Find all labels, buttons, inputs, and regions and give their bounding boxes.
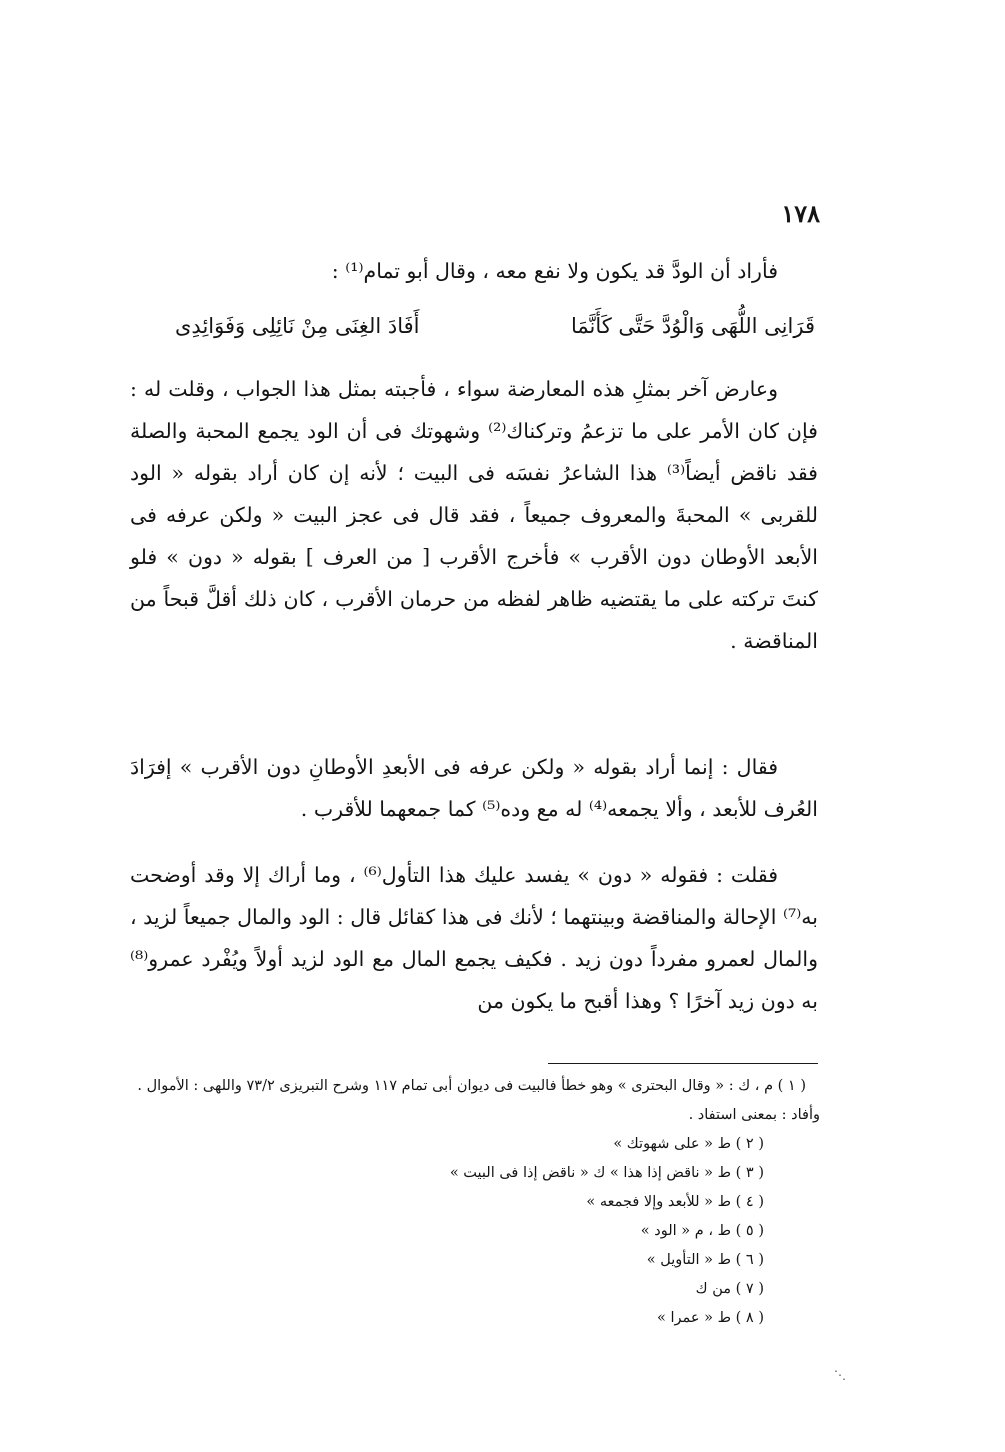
scan-speck: ⋰	[834, 1368, 846, 1382]
footnote-7: ( ٧ ) من ك	[695, 1281, 764, 1297]
footnote-separator	[548, 1063, 818, 1064]
paragraph-1: فأراد أن الودَّ قد يكون ولا نفع معه ، وقال أبو تمام⁽¹⁾ :	[331, 259, 778, 283]
paragraph-3: فقال : إنما أراد بقوله « ولكن عرفه فى الأبعدِ الأوطانِ دون الأقرب » إفرَادَ العُرف للأبعد ، وألا يجمعه⁽⁴⁾ له مع وده⁽⁵⁾ كما جمعهما للأقرب .	[130, 755, 818, 821]
footnote-4: ( ٤ ) ط « للأبعد وإلا فجمعه »	[586, 1194, 764, 1210]
footnote-3: ( ٣ ) ط « ناقض إذا هذا » ك « ناقض إذا فى البيت »	[449, 1165, 764, 1181]
footnote-1: ( ١ ) م ، ك : « وقال البحترى » وهو خطأ فالبيت فى ديوان أبى تمام ١١٧ وشرح التبريزى ٧٣/٢ واللهى : الأموال . وأفاد : بمعنى استفاد .	[137, 1078, 820, 1123]
verse-first-hemistich: قَرَانِى اللُّهَى وَالْوُدَّ حَتَّى كَأَنَّمَا	[570, 314, 815, 338]
footnote-2: ( ٢ ) ط « على شهوتك »	[613, 1136, 764, 1152]
footnote-6: ( ٦ ) ط « التأويل »	[646, 1252, 764, 1268]
footnote-8: ( ٨ ) ط « عمرا »	[657, 1310, 764, 1326]
paragraph-4: فقلت : فقوله « دون » يفسد عليك هذا التأول⁽⁶⁾ ، وما أراك إلا وقد أوضحت به⁽⁷⁾ الإحالة والمناقضة وبينتهما ؛ لأنك فى هذا كقائل قال : الود والمال جميعاً لزيد ، والمال لعمرو مفرداً دون زيد . فكيف يجمع المال مع الود لزيد أولاً ويُفْرد عمرو⁽⁸⁾ به دون زيد آخرًا ؟ وهذا أقبح ما يكون من	[130, 863, 818, 1013]
footnote-5: ( ٥ ) ط ، م « الود »	[640, 1223, 764, 1239]
footnotes	[130, 1072, 820, 1333]
page-number: ١٧٨	[781, 199, 820, 228]
poetry-verse	[175, 304, 815, 348]
verse-second-hemistich: أَفَادَ الغِنَى مِنْ نَائِلِى وَفَوَائِدِى	[175, 314, 420, 338]
paragraph-2: وعارض آخر بمثلِ هذه المعارضة سواء ، فأجبته بمثل هذا الجواب ، وقلت له : فإن كان الأمر على ما تزعمُ وتركناك⁽²⁾ وشهوتك فى أن الود يجمع المحبة والصلة فقد ناقض أيضاً⁽³⁾ هذا الشاعرُ نفسَه فى البيت ؛ لأنه إن كان أراد بقوله « الود للقربى » المحبةَ والمعروف جميعاً ، فقد قال فى عجز البيت « ولكن عرفه فى الأبعد الأوطان دون الأقرب » فأخرج الأقرب [ من العرف ] بقوله « دون » فلو كنتَ تركته على ما يقتضيه ظاهر لفظه من حرمان الأقرب ، كان ذلك أقلَّ قبحاً من المناقضة .	[130, 377, 818, 653]
